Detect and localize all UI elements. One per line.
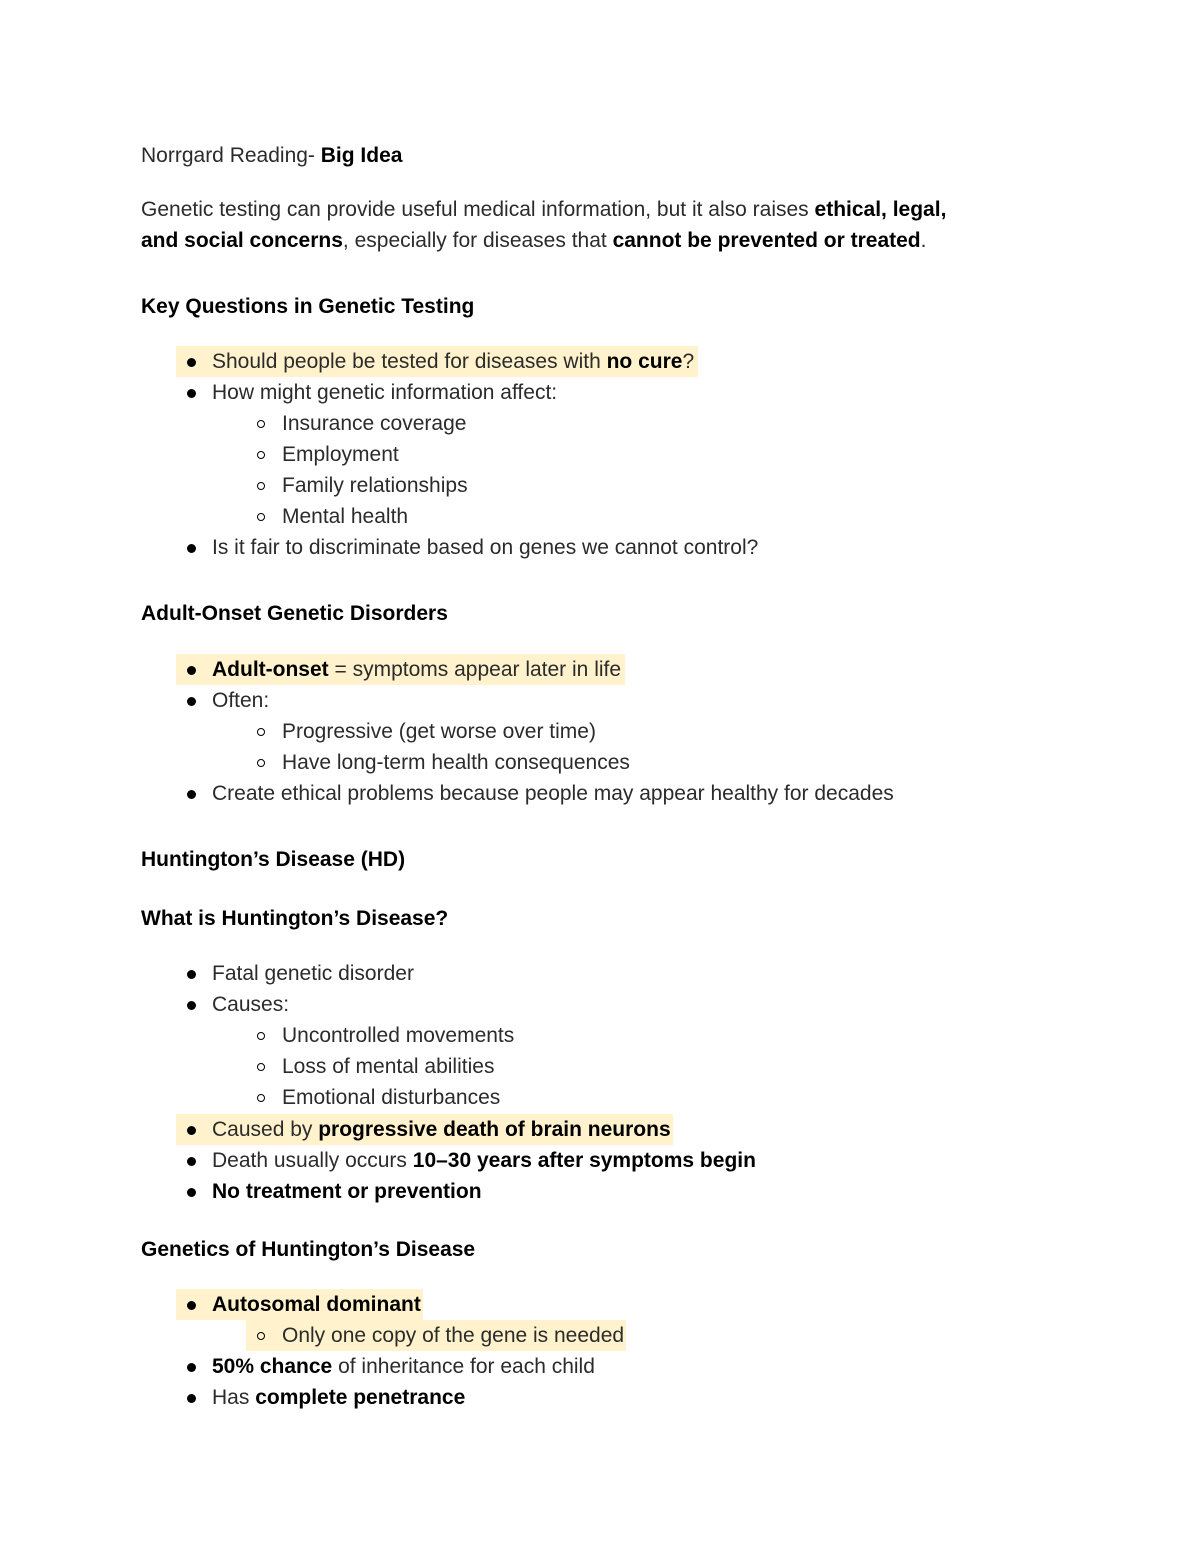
section-heading: Huntington’s Disease (HD) (141, 848, 406, 871)
page-title (141, 140, 402, 171)
list-item-text: How might genetic information affect: (212, 381, 558, 404)
bullet-dot-icon (176, 532, 206, 563)
section-heading: Key Questions in Genetic Testing (141, 295, 475, 318)
list-item-text: Is it fair to discriminate based on genes we cannot control? (212, 536, 759, 559)
list-item (176, 1176, 482, 1207)
list-item (176, 654, 625, 685)
list-item-text: = symptoms appear later in life (328, 658, 622, 681)
bullet-dot-icon (176, 346, 206, 377)
list-item (176, 1114, 673, 1145)
intro-line-2 (141, 225, 926, 256)
list-item-bold: 10–30 years after symptoms begin (412, 1149, 756, 1172)
list-item (176, 1351, 595, 1382)
intro-bold: cannot be prevented or treated (612, 229, 921, 252)
sub-list-item-text: Progressive (get worse over time) (282, 720, 596, 743)
list-item (176, 377, 557, 408)
sub-list-item-text: Loss of mental abilities (282, 1055, 495, 1078)
sub-list-item (246, 1020, 514, 1051)
sub-list-item-text: Uncontrolled movements (282, 1024, 515, 1047)
bullet-ring-icon (246, 408, 276, 439)
bullet-ring-icon (246, 716, 276, 747)
bullet-ring-icon (246, 1320, 276, 1351)
list-item-text: Causes: (212, 993, 290, 1016)
list-item-bold: Adult-onset (212, 658, 329, 681)
bullet-dot-icon (176, 958, 206, 989)
list-item-bold: 50% chance (212, 1355, 333, 1378)
sub-list-item-text: Employment (282, 443, 399, 466)
sub-list-item (246, 470, 468, 501)
sub-list-item-text: Only one copy of the gene is needed (282, 1324, 625, 1347)
list-item-text: Has (212, 1386, 256, 1409)
list-item-text: Should people be tested for diseases with (212, 350, 607, 373)
list-item-text: ? (682, 350, 695, 373)
list-item (176, 532, 758, 563)
list-item-bold: no cure (606, 350, 683, 373)
list-item (176, 958, 414, 989)
list-item (176, 1289, 423, 1320)
list-item-text: Death usually occurs (212, 1149, 413, 1172)
sub-list-item (246, 747, 630, 778)
sub-list-item-text: Have long-term health consequences (282, 751, 630, 774)
list-item-bold: progressive death of brain neurons (318, 1118, 671, 1141)
bullet-dot-icon (176, 1145, 206, 1176)
bullet-dot-icon (176, 1351, 206, 1382)
intro-text: , especially for diseases that (342, 229, 613, 252)
sub-list-item (246, 408, 466, 439)
bullet-dot-icon (176, 1289, 206, 1320)
bullet-dot-icon (176, 989, 206, 1020)
title-bold: Big Idea (320, 144, 403, 167)
list-item-text: of inheritance for each child (332, 1355, 595, 1378)
sub-list-item-text: Emotional disturbances (282, 1086, 501, 1109)
list-item-bold: Autosomal dominant (212, 1293, 421, 1316)
bullet-ring-icon (246, 1020, 276, 1051)
list-item-text: Caused by (212, 1118, 319, 1141)
list-item (176, 1145, 756, 1176)
intro-bold: ethical, legal, (814, 198, 947, 221)
list-item (176, 1382, 465, 1413)
bullet-dot-icon (176, 654, 206, 685)
bullet-dot-icon (176, 1176, 206, 1207)
section-heading: Adult-Onset Genetic Disorders (141, 602, 448, 625)
title-prefix: Norrgard Reading- (141, 144, 321, 167)
bullet-dot-icon (176, 778, 206, 809)
bullet-dot-icon (176, 1114, 206, 1145)
intro-text: Genetic testing can provide useful medical information, but it also raises (141, 198, 815, 221)
list-item (176, 989, 289, 1020)
bullet-ring-icon (246, 501, 276, 532)
list-item-bold: No treatment or prevention (212, 1180, 482, 1203)
sub-list-item (246, 1051, 494, 1082)
list-item (176, 346, 698, 377)
bullet-dot-icon (176, 685, 206, 716)
list-item-bold: complete penetrance (255, 1386, 466, 1409)
list-item (176, 778, 894, 809)
sub-list-item-text: Family relationships (282, 474, 468, 497)
bullet-ring-icon (246, 747, 276, 778)
bullet-dot-icon (176, 377, 206, 408)
sub-list-item-text: Insurance coverage (282, 412, 467, 435)
list-item-text: Create ethical problems because people may appear healthy for decades (212, 782, 894, 805)
bullet-ring-icon (246, 470, 276, 501)
sub-list-item (246, 501, 408, 532)
sub-list-item (246, 439, 399, 470)
sub-list-item (246, 1320, 626, 1351)
list-item-text: Fatal genetic disorder (212, 962, 414, 985)
sub-list-item (246, 716, 596, 747)
intro-text: . (920, 229, 927, 252)
list-item-text: Often: (212, 689, 270, 712)
intro-bold: and social concerns (141, 229, 343, 252)
bullet-ring-icon (246, 1082, 276, 1113)
bullet-dot-icon (176, 1382, 206, 1413)
section-heading: Genetics of Huntington’s Disease (141, 1238, 476, 1261)
bullet-ring-icon (246, 1051, 276, 1082)
intro-line-1 (141, 194, 946, 225)
list-item (176, 685, 269, 716)
bullet-ring-icon (246, 439, 276, 470)
sub-list-item (246, 1082, 500, 1113)
section-subheading: What is Huntington’s Disease? (141, 907, 449, 930)
sub-list-item-text: Mental health (282, 505, 409, 528)
